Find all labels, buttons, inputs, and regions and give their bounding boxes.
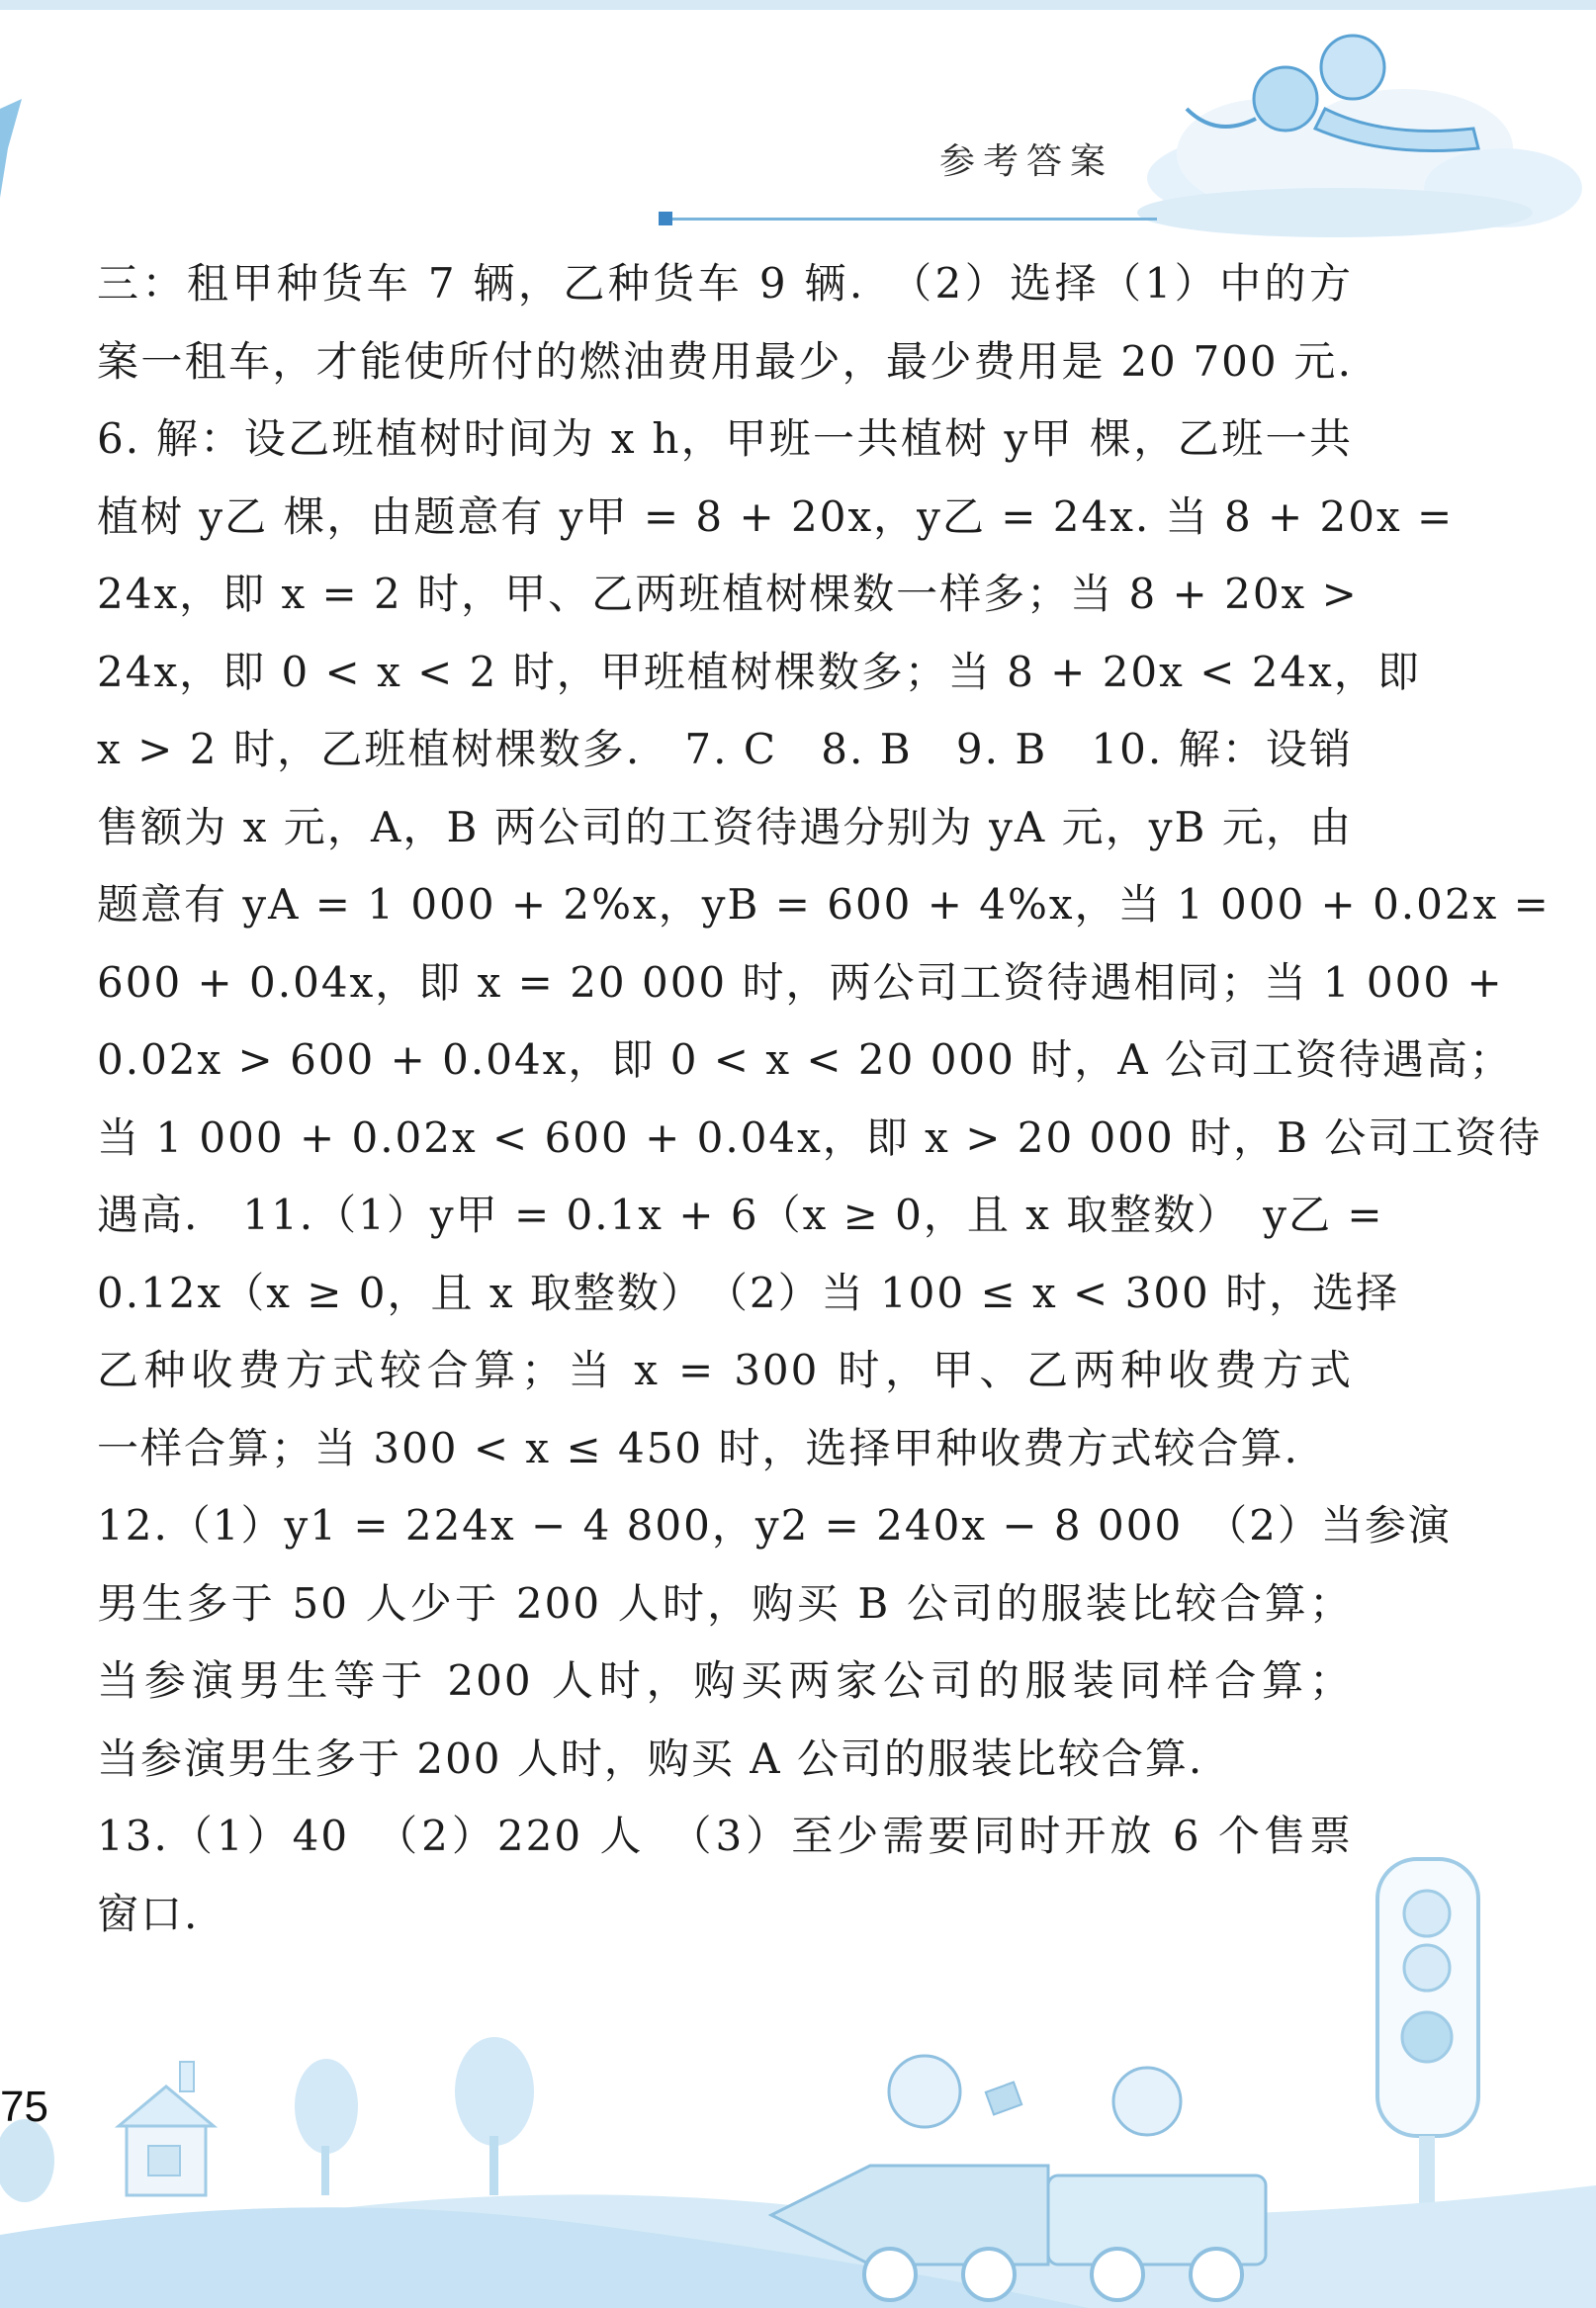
- text-line: 遇高. 11.（1）y甲 = 0.1x + 6（x ≥ 0，且 x 取整数） y乙 =: [97, 1191, 1384, 1239]
- text-line: 0.12x（x ≥ 0，且 x 取整数） （2）当 100 ≤ x < 300 时，选择: [97, 1268, 1400, 1317]
- page-number: 75: [0, 2083, 48, 2131]
- text-line: 售额为 x 元，A，B 两公司的工资待遇分别为 yA 元，yB 元，由: [97, 802, 1353, 851]
- text-line: 当 1 000 + 0.02x < 600 + 0.04x，即 x > 20 000 时，B 公司工资待: [97, 1112, 1543, 1162]
- text-line: 0.02x > 600 + 0.04x，即 0 < x < 20 000 时，A 公司工资待遇高；: [97, 1035, 1513, 1084]
- text-line: 当参演男生等于 200 人时，购买两家公司的服装同样合算；: [97, 1656, 1353, 1705]
- text-line: 24x，即 x = 2 时，甲、乙两班植树棵数一样多；当 8 + 20x >: [97, 570, 1359, 618]
- text-line: 男生多于 50 人少于 200 人时，购买 B 公司的服装比较合算；: [97, 1578, 1353, 1628]
- text-line: 题意有 yA = 1 000 + 2%x，yB = 600 + 4%x，当 1 000 + 0.02x =: [97, 880, 1551, 929]
- text-line: 乙种收费方式较合算；当 x = 300 时，甲、乙两种收费方式: [97, 1346, 1353, 1394]
- text-line: 植树 y乙 棵，由题意有 y甲 = 8 + 20x，y乙 = 24x. 当 8 + 20x =: [97, 491, 1455, 541]
- text-line: 12.（1）y1 = 224x − 4 800，y2 = 240x − 8 000 （2）当参演: [97, 1501, 1452, 1550]
- text-line: x > 2 时，乙班植树棵数多. 7. C 8. B 9. B 10. 解：设销: [97, 725, 1353, 773]
- text-line: 窗口.: [97, 1889, 200, 1938]
- corner-tab-icon: [0, 99, 22, 198]
- text-line: 13.（1）40 （2）220 人 （3）至少需要同时开放 6 个售票: [97, 1812, 1353, 1860]
- text-line: 当参演男生多于 200 人时，购买 A 公司的服装比较合算.: [97, 1733, 1204, 1783]
- text-line: 24x，即 0 < x < 2 时，甲班植树棵数多；当 8 + 20x < 24x，即: [97, 647, 1421, 696]
- answer-text: [97, 245, 1551, 1953]
- text-line: 案一租车，才能使所付的燃油费用最少，最少费用是 20 700 元.: [97, 336, 1353, 386]
- header-rule: [663, 218, 1157, 221]
- house-icon: [119, 2062, 214, 2195]
- cloud-icon: [1137, 89, 1582, 237]
- text-line: 一样合算；当 300 < x ≤ 450 时，选择甲种收费方式较合算.: [97, 1423, 1299, 1472]
- header-dot: [659, 212, 672, 225]
- text-line: 6. 解：设乙班植树时间为 x h，甲班一共植树 y甲 棵，乙班一共: [97, 414, 1353, 463]
- section-header: 参考答案: [939, 141, 1114, 182]
- text-line: 三：租甲种货车 7 辆，乙种货车 9 辆. （2）选择（1）中的方: [97, 259, 1353, 308]
- tree-icon: [0, 2037, 534, 2202]
- text-line: 600 + 0.04x，即 x = 20 000 时，两公司工资待遇相同；当 1 000 +: [97, 957, 1504, 1007]
